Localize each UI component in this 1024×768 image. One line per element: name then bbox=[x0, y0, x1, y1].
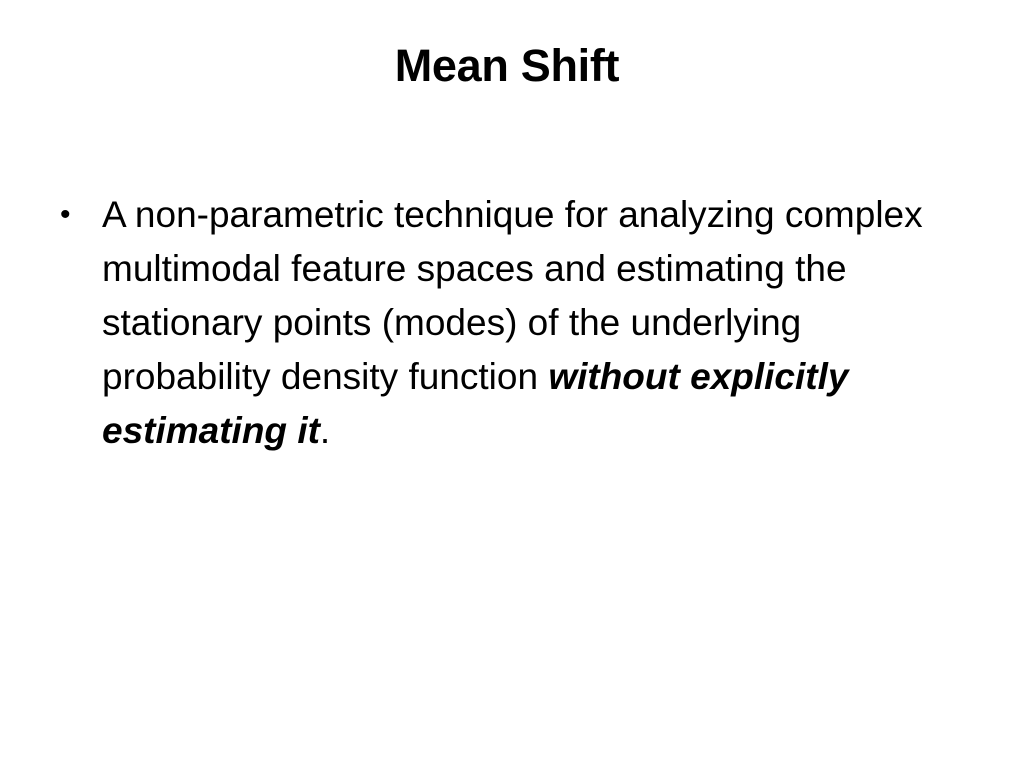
bullet-suffix: . bbox=[319, 410, 331, 451]
bullet-text: A non-parametric technique for analyzing complex multimodal feature spaces and estimating the stationary points (modes) of the underlying probability density function bbox=[102, 194, 923, 397]
bullet-marker: • bbox=[60, 198, 71, 231]
slide-title: Mean Shift bbox=[394, 40, 620, 91]
bullet-item bbox=[0, 188, 972, 458]
bullet-list bbox=[0, 188, 1024, 458]
bullet-emphasis: without explicitly estimating it bbox=[102, 356, 849, 451]
